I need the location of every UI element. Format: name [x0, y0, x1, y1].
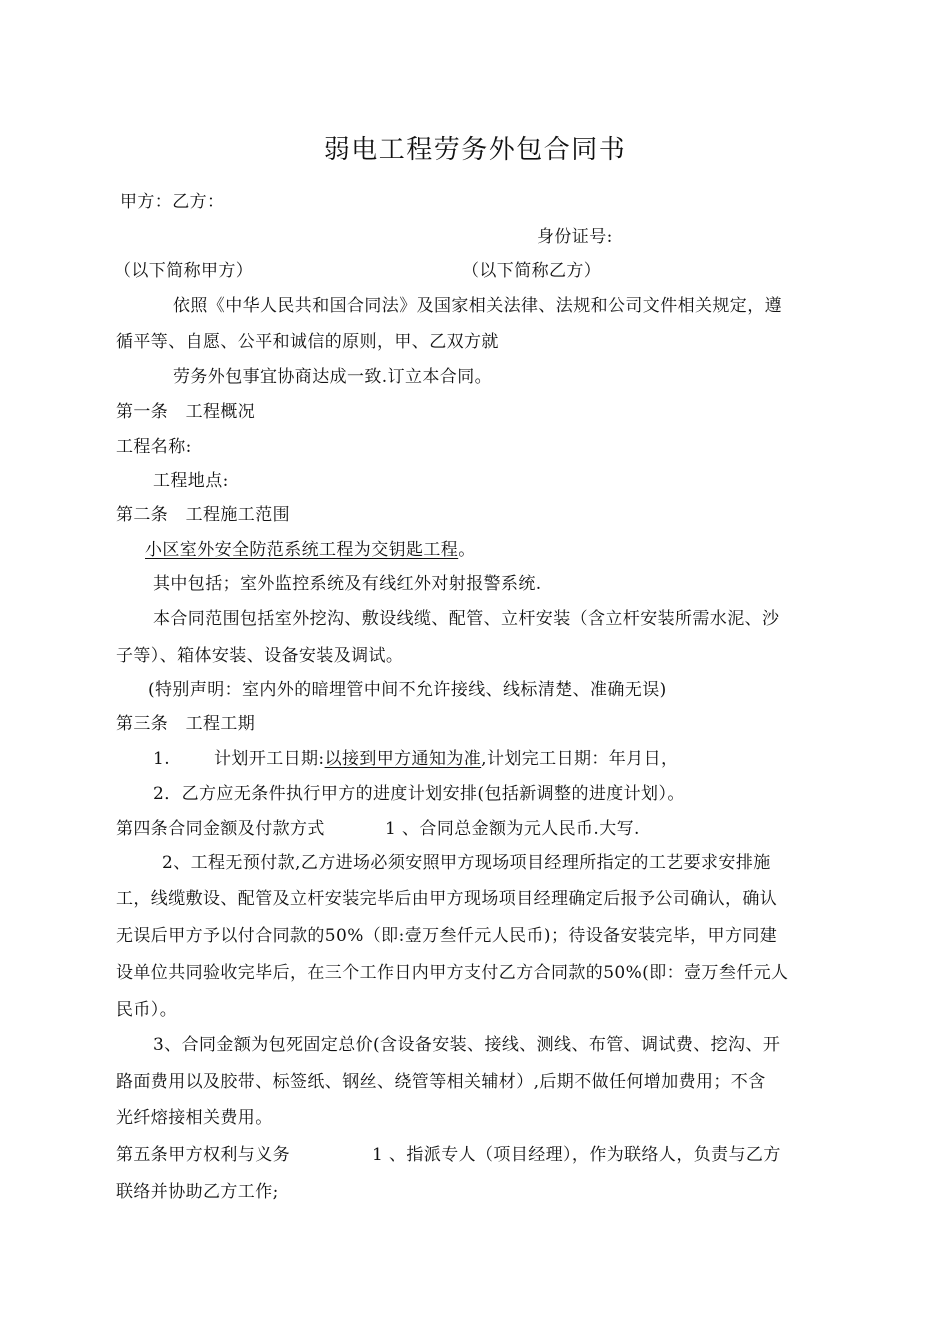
article-4-heading: 第四条合同金额及付款方式 [116, 819, 325, 839]
preamble-line-1: 依照《中华人民共和国合同法》及国家相关法律、法规和公司文件相关规定，遵 [173, 296, 782, 316]
payment-item-2-line-4: 设单位共同验收完毕后，在三个工作日内甲方支付乙方合同款的50%(即：壹万叁仟元人 [116, 963, 789, 983]
party-a-alias: （以下简称甲方） [114, 261, 254, 281]
schedule-item-1-underlined: 以接到甲方通知为准 [324, 749, 482, 769]
payment-item-2-line-3: 无误后甲方予以付合同款的50%（即:壹万叁仟元人民币)；待设备安装完毕，甲方同建 [116, 926, 778, 946]
scope-end: 。 [458, 540, 476, 560]
schedule-item-1-number: 1. [153, 749, 171, 769]
preamble-line-2: 循平等、自愿、公平和诚信的原则，甲、乙双方就 [116, 332, 499, 352]
payment-item-2-line-5: 民币）。 [116, 1000, 178, 1020]
party-a-duty-line-2: 联络并协助乙方工作; [116, 1182, 279, 1202]
preamble-line-3: 劳务外包事宜协商达成一致.订立本合同。 [173, 367, 493, 387]
project-location-label: 工程地点: [153, 471, 229, 491]
special-note: (特别声明：室内外的暗埋管中间不允许接线、线标清楚、准确无误) [148, 680, 667, 700]
article-3-heading: 第三条 工程工期 [116, 714, 256, 734]
scope-underlined: 小区室外安全防范系统工程为交钥匙工程 [145, 540, 459, 560]
payment-item-3-line-3: 光纤熔接相关费用。 [116, 1108, 273, 1128]
payment-item-3-line-1: 3、合同金额为包死固定总价(含设备安装、接线、测线、布管、调试费、挖沟、开 [153, 1035, 781, 1055]
payment-item-1: 1 、合同总金额为元人民币.大写. [385, 819, 640, 839]
article-1-heading: 第一条 工程概况 [116, 402, 256, 422]
id-number-label: 身份证号: [537, 227, 613, 247]
schedule-item-1 [153, 747, 678, 771]
includes-line: 其中包括；室外监控系统及有线红外对射报警系统. [153, 574, 542, 594]
schedule-item-1-rest: ,计划完工日期：年月日， [481, 749, 679, 769]
parties-line: 甲方：乙方： [120, 192, 225, 212]
payment-item-2-line-1: 2、工程无预付款,乙方进场必须安照甲方现场项目经理所指定的工艺要求安排施 [162, 853, 771, 873]
payment-item-2-line-2: 工，线缆敷设、配管及立杆安装完毕后由甲方现场项目经理确定后报予公司确认，确认 [116, 889, 778, 909]
project-name-label: 工程名称: [116, 437, 192, 457]
schedule-item-2: 2．乙方应无条件执行甲方的进度计划安排(包括新调整的进度计划）。 [153, 784, 685, 804]
range-line-1: 本合同范围包括室外挖沟、敷设线缆、配管、立杆安装（含立杆安装所需水泥、沙 [153, 609, 780, 629]
range-line-2: 子等）、箱体安装、设备安装及调试。 [116, 646, 404, 666]
payment-item-3-line-2: 路面费用以及胶带、标签纸、钢丝、绕管等相关辅材）,后期不做任何增加费用；不含 [116, 1072, 766, 1092]
party-b-alias: （以下简称乙方） [462, 261, 602, 281]
scope-line [145, 538, 476, 562]
schedule-item-1-label: 计划开工日期: [214, 749, 325, 769]
party-a-duty-line-1: 1 、指派专人（项目经理），作为联络人，负责与乙方 [372, 1145, 781, 1165]
article-2-heading: 第二条 工程施工范围 [116, 505, 290, 525]
document-title: 弱电工程劳务外包合同书 [323, 135, 627, 165]
article-5-heading: 第五条甲方权利与义务 [116, 1145, 290, 1165]
